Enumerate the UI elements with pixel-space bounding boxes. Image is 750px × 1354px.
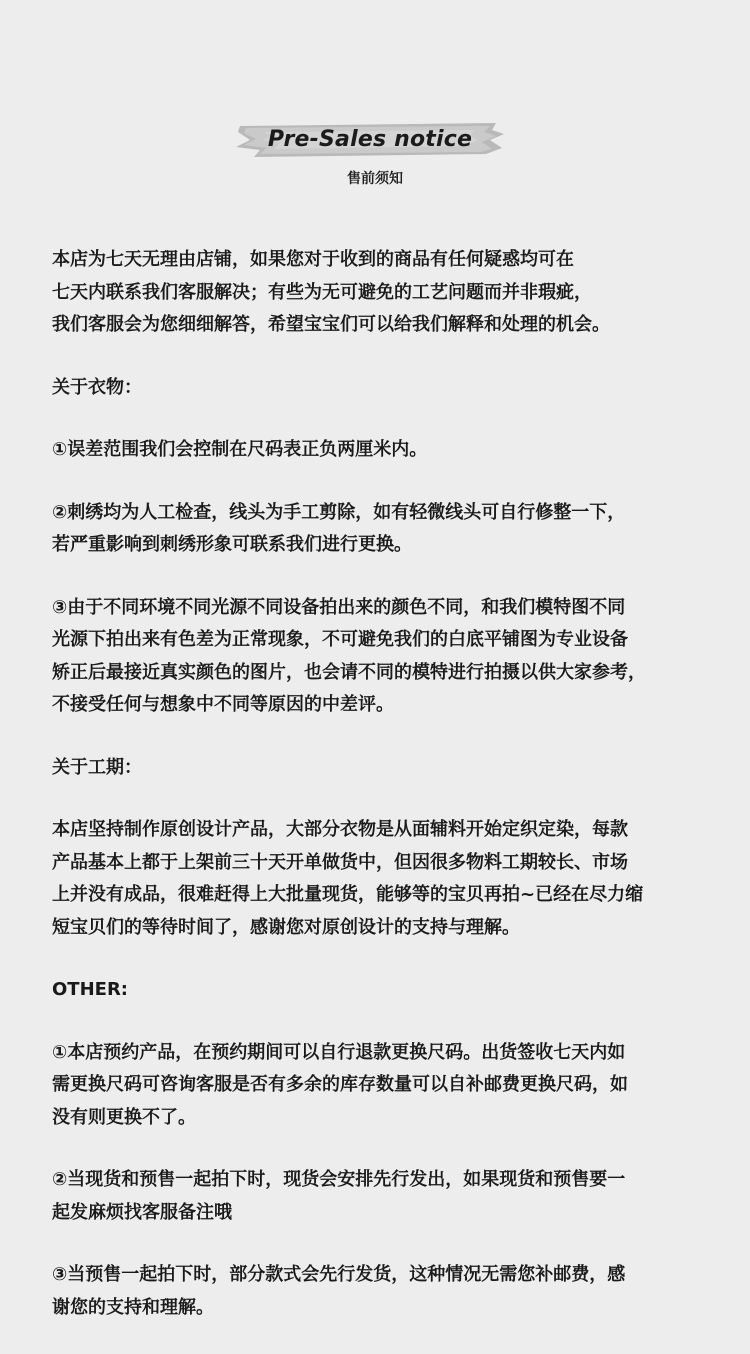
- other-item-line: ②当现货和预售一起拍下时，现货会安排先行发出，如果现货和预售要一: [52, 1169, 626, 1190]
- clothing-item-line: ②刺绣均为人工检查，线头为手工剪除，如有轻微线头可自行修整一下，: [52, 501, 626, 523]
- schedule-heading: 关于工期：: [52, 756, 142, 778]
- intro-line: 七天内联系我们客服解决；有些为无可避免的工艺问题而并非瑕疵，: [52, 281, 592, 303]
- notice-content: [52, 244, 722, 1354]
- other-item-line: 需更换尺码可咨询客服是否有多余的库存数量可以自补邮费更换尺码，如: [52, 1074, 628, 1095]
- other-heading: OTHER:: [52, 979, 128, 1000]
- schedule-line: 产品基本上都于上架前三十天开单做货中，但因很多物料工期较长、市场: [52, 851, 628, 873]
- clothing-item-2: [52, 497, 722, 562]
- other-item-line: 谢您的支持和理解。: [52, 1296, 214, 1318]
- clothing-item-3: [52, 592, 722, 722]
- clothing-item-line: 矫正后最接近真实颜色的图片，也会请不同的模特进行拍摄以供大家参考，: [52, 661, 646, 683]
- other-item-2: [52, 1164, 722, 1229]
- clothing-heading: 关于衣物：: [52, 376, 142, 398]
- schedule-paragraph: [52, 814, 722, 944]
- clothing-item-line: 光源下拍出来有色差为正常现象，不可避免我们的白底平铺图为专业设备: [52, 629, 628, 650]
- other-item-line: 起发麻烦找客服备注哦: [52, 1201, 232, 1223]
- page-subtitle: 售前须知: [347, 171, 403, 187]
- other-item-3: [52, 1259, 722, 1324]
- clothing-item-line: ①误差范围我们会控制在尺码表正负两厘米内。: [52, 439, 428, 460]
- clothing-item-line: 若严重影响到刺绣形象可联系我们进行更换。: [52, 534, 412, 555]
- intro-line: 本店为七天无理由店铺，如果您对于收到的商品有任何疑惑均可在: [52, 249, 574, 270]
- other-item-line: ③当预售一起拍下时，部分款式会先行发货，这种情况无需您补邮费，感: [52, 1264, 626, 1285]
- banner-title: Pre-Sales notice: [267, 127, 473, 152]
- intro-paragraph: [52, 244, 722, 342]
- page-header: [0, 116, 750, 196]
- clothing-item-line: 不接受任何与想象中不同等原因的中差评。: [52, 694, 394, 715]
- title-banner: [234, 120, 506, 160]
- schedule-line: 短宝贝们的等待时间了，感谢您对原创设计的支持与理解。: [52, 916, 520, 938]
- clothing-item-line: ③由于不同环境不同光源不同设备拍出来的颜色不同，和我们模特图不同: [52, 596, 626, 618]
- clothing-item-1: [52, 434, 722, 467]
- other-item-line: 没有则更换不了。: [52, 1106, 196, 1128]
- schedule-line: 上并没有成品，很难赶得上大批量现货，能够等的宝贝再拍~已经在尽力缩: [52, 884, 644, 905]
- intro-line: 我们客服会为您细细解答，希望宝宝们可以给我们解释和处理的机会。: [52, 314, 610, 335]
- schedule-line: 本店坚持制作原创设计产品，大部分衣物是从面辅料开始定织定染，每款: [52, 819, 628, 840]
- other-item-1: [52, 1037, 722, 1135]
- other-item-line: ①本店预约产品，在预约期间可以自行退款更换尺码。出货签收七天内如: [52, 1041, 626, 1063]
